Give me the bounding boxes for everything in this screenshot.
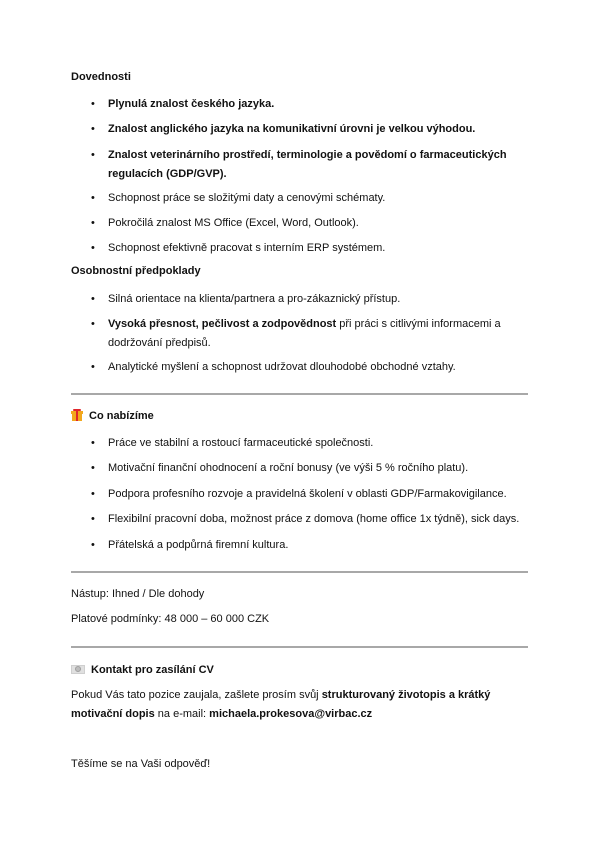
personal-heading: Osobnostní předpoklady — [71, 265, 201, 277]
bullet: • — [91, 293, 95, 305]
skills-heading: Dovednosti — [71, 71, 131, 83]
contact-heading-text: Kontakt pro zasílání CV — [91, 664, 214, 676]
closing-text: Těšíme se na Vaši odpověď! — [71, 758, 211, 770]
bullet: • — [91, 488, 95, 500]
item-text: Pokročilá znalost MS Office (Excel, Word, Outlook). — [108, 217, 359, 229]
divider — [71, 646, 528, 648]
contact-text: Pokud Vás tato pozice zaujala, zašlete prosím svůj — [71, 689, 322, 701]
item-text: Motivační finanční ohodnocení a roční bonusy (ve výši 5 % ročního platu). — [108, 462, 469, 474]
bullet: • — [91, 123, 95, 135]
item-text-bold: Plynulá znalost českého jazyka. — [108, 98, 275, 110]
contact-text: na e-mail: — [154, 708, 210, 720]
divider — [71, 571, 528, 573]
item-text: Silná orientace na klienta/partnera a pro-zákaznický přístup. — [108, 293, 401, 305]
contact-paragraph — [71, 686, 533, 724]
item-text: Přátelská a podpůrná firemní kultura. — [108, 539, 289, 551]
bullet: • — [91, 217, 95, 229]
divider — [71, 393, 528, 395]
bullet: • — [91, 192, 95, 204]
contact-text-bold: strukturovaný životopis a krátký motivační dopis — [71, 689, 491, 720]
item-text: Analytické myšlení a schopnost udržovat dlouhodobé obchodné vztahy. — [108, 361, 456, 373]
bullet: • — [91, 437, 95, 449]
item-text: Schopnost práce se složitými daty a cenovými schématy. — [108, 192, 386, 204]
item-text: Schopnost efektivně pracovat s interním ERP systémem. — [108, 242, 386, 254]
bullet: • — [91, 361, 95, 373]
camera-icon — [71, 663, 85, 675]
bullet: • — [91, 318, 95, 330]
bullet: • — [91, 513, 95, 525]
item-text: Flexibilní pracovní doba, možnost práce z domova (home office 1x týdně), sick days. — [108, 513, 520, 525]
salary: Platové podmínky: 48 000 – 60 000 CZK — [71, 613, 270, 625]
item-text-bold: Znalost anglického jazyka na komunikativní úrovni je velkou výhodou. — [108, 123, 476, 135]
email-link[interactable]: michaela.prokesova@virbac.cz — [209, 708, 373, 720]
contact-heading — [71, 663, 214, 676]
item-text: Práce ve stabilní a rostoucí farmaceutické společnosti. — [108, 437, 374, 449]
offer-heading-text: Co nabízíme — [89, 410, 154, 422]
bullet: • — [91, 242, 95, 254]
bullet: • — [91, 462, 95, 474]
bullet: • — [91, 539, 95, 551]
gift-icon — [71, 409, 83, 421]
item-text-bold: Znalost veterinárního prostředí, terminologie a povědomí o farmaceutických regulacích (GDP/GVP). — [108, 149, 507, 180]
item-text: při práci s citlivými informacemi a dodržování předpisů. — [108, 318, 501, 349]
bullet: • — [91, 98, 95, 110]
bullet: • — [91, 149, 95, 161]
start-date: Nástup: Ihned / Dle dohody — [71, 588, 205, 600]
item-text: Podpora profesního rozvoje a pravidelná školení v oblasti GDP/Farmakovigilance. — [108, 488, 507, 500]
offer-heading — [71, 409, 154, 422]
item-text-bold: Vysoká přesnost, pečlivost a zodpovědnost — [108, 318, 337, 330]
